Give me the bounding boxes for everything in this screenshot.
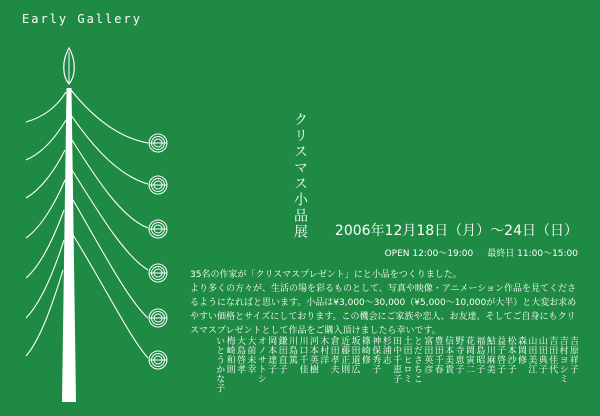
artist-name: 鎌田直子 xyxy=(276,336,287,374)
artist-name: 信本美貴 xyxy=(443,336,454,374)
ornament-6 xyxy=(149,351,167,369)
artist-name: 近藤正則 xyxy=(339,336,350,374)
artist-name: 田中千恵子 xyxy=(391,336,402,384)
artist-name: 益子啓子 xyxy=(495,336,506,374)
artist-name: 川口千佳 xyxy=(297,336,308,374)
description-line: スマスプレゼントとして作品をご購入頂けましたら幸いです。 xyxy=(190,326,441,336)
exhibition-description xyxy=(190,268,590,338)
artist-name: 吉村ヨシミ xyxy=(557,336,568,384)
artist-name: 花岡寅二 xyxy=(463,336,474,374)
ornament-5 xyxy=(149,309,167,327)
artist-name: 倉田孝夫 xyxy=(328,336,339,374)
tree-ornaments xyxy=(149,134,167,369)
last-day-hours: 最終日 11:00〜15:00 xyxy=(487,249,578,259)
ornament-1 xyxy=(149,134,167,152)
artist-name: 神保秀子 xyxy=(370,336,381,374)
artist-name: 吉田佳代 xyxy=(547,336,558,374)
artist-name: 吉原祥子 xyxy=(568,336,578,374)
description-line: より多くの方々が、生活の場を彩るものとして、写真や映像・アニメーション作品を見てくださ xyxy=(190,284,577,294)
artist-name: 森岡修 xyxy=(515,336,526,365)
description-line: 35名の作家が「クリスマスプレゼント」にと小品をつくりました。 xyxy=(190,270,462,280)
ornament-3 xyxy=(149,220,167,238)
artist-name: 木村洋 xyxy=(318,336,329,365)
artist-name: 岡本達子 xyxy=(266,336,277,374)
date-range: 2006年12月18日（月）〜24日（日） xyxy=(334,223,578,239)
artist-name: 鮎川麻美 xyxy=(484,336,495,374)
artist-name: 川島篤 xyxy=(287,336,298,365)
opening-hours xyxy=(335,246,578,259)
tree-branches-left xyxy=(26,92,66,356)
description-line: やすい価格とサイズにしております。この機会にご家族や恋人、お友達、そしてご自身にもクリ xyxy=(190,312,576,322)
description-line: るようになればと思います。小品は¥3,000〜30,000（¥5,000〜10,000が大半）と大変お求め xyxy=(190,298,577,308)
artist-name: 野寺恵子 xyxy=(453,336,464,374)
ornament-2 xyxy=(149,176,167,194)
gallery-logo-text: Early Gallery xyxy=(22,12,142,26)
artist-name: いとうかな子 xyxy=(214,336,225,393)
artist-list xyxy=(178,336,578,406)
artist-name: 杉浦志 xyxy=(380,336,391,365)
artist-name: 山田美江 xyxy=(526,336,537,374)
artist-name: とださちこ xyxy=(411,336,422,384)
artist-name: 大島啓孝 xyxy=(235,336,245,374)
artist-name: 篠崎修 xyxy=(359,336,370,365)
artist-name: 豊田千春 xyxy=(432,336,443,374)
artist-name: 河本英樹 xyxy=(307,336,318,374)
exhibition-title: クリスマス小品展 xyxy=(292,112,308,240)
artist-name: 山田典子 xyxy=(536,336,547,374)
artist-name: 坂田道広 xyxy=(349,336,360,374)
artist-name: 富田英彦 xyxy=(422,336,433,374)
artist-name: オノサトシ xyxy=(255,336,266,384)
artist-name: 梅崎和則 xyxy=(224,336,235,374)
artist-name: 松本沙子 xyxy=(505,336,516,374)
open-hours: OPEN 12:00〜19:00 xyxy=(384,249,474,259)
artist-name: 福島昭子 xyxy=(474,336,485,374)
ornament-4 xyxy=(149,264,167,282)
tree-branches-right xyxy=(71,90,148,358)
artist-name: 大前未幸 xyxy=(245,336,256,374)
tree-trunk xyxy=(62,88,76,402)
exhibition-dates xyxy=(335,220,578,259)
artist-name: 土田ヒロミ xyxy=(401,336,412,384)
